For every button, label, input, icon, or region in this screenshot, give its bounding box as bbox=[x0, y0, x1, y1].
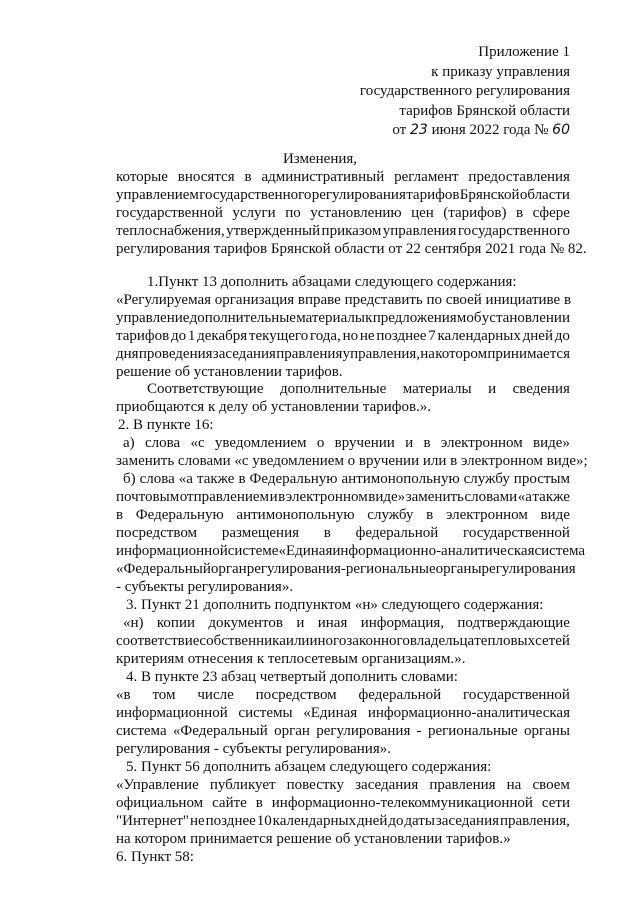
header-line: Приложение 1 bbox=[478, 44, 570, 60]
date-prefix: от bbox=[392, 122, 407, 138]
body-line: соответствие собственника или иного законного владельца тепловых сетей bbox=[116, 633, 570, 649]
header-line: тарифов Брянской области bbox=[399, 103, 570, 119]
date-text: июня 2022 года № bbox=[431, 122, 549, 138]
body-line: - субъекты регулирования». bbox=[116, 579, 294, 595]
handwritten-order-number: 60 bbox=[552, 122, 570, 138]
body-line: б) слова «а также в Федеральную антимонопольную службу простым bbox=[123, 471, 570, 487]
intro-line: управлением государственного регулирования тарифов Брянской области bbox=[116, 187, 570, 203]
body-line: информационной системы «Единая информационно-аналитическая bbox=[116, 705, 570, 721]
body-line: официальном сайте в информационно-телекоммуникационной сети bbox=[116, 795, 570, 811]
body-line: заменить словами «с уведомлением о вручении или в электронном виде»; bbox=[116, 453, 588, 469]
order-date-line bbox=[392, 121, 570, 139]
body-line: «Федеральный орган регулирования - региональные органы регулирования bbox=[116, 561, 576, 577]
body-line: а) слова «с уведомлением о вручении и в электронном виде» bbox=[123, 435, 570, 451]
body-line: дня проведения заседания правления управления, на котором принимается bbox=[116, 346, 570, 362]
body-line: «в том числе посредством федеральной государственной bbox=[116, 687, 570, 703]
body-line: "Интернет" не позднее 10 календарных дней до даты заседания правления, bbox=[116, 813, 570, 829]
intro-line: регулирования тарифов Брянской области от 22 сентября 2021 года № 82. bbox=[116, 241, 587, 257]
intro-line: теплоснабжения, утвержденный приказом управления государственного bbox=[116, 223, 570, 239]
body-line: система «Федеральный орган регулирования - региональные органы bbox=[116, 723, 570, 739]
body-line: почтовым отправлением и в электронном виде» заменить словами «а также bbox=[116, 489, 570, 505]
body-line: приобщаются к делу об установлении тарифов.». bbox=[116, 399, 432, 415]
header-line: к приказу управления bbox=[431, 64, 570, 80]
handwritten-day: 23 bbox=[409, 122, 428, 138]
document-title: Изменения, bbox=[282, 151, 358, 167]
body-line: регулирования - субъекты регулирования». bbox=[116, 741, 391, 757]
body-line: посредством размещения в федеральной государственной bbox=[116, 525, 570, 541]
body-line: 1.Пункт 13 дополнить абзацами следующего содержания: bbox=[147, 274, 517, 290]
body-line: информационной системе «Единая информационно-аналитическая система bbox=[116, 543, 586, 559]
body-line: «Регулируемая организация вправе представить по своей инициативе в bbox=[116, 292, 572, 308]
body-line: 6. Пункт 58: bbox=[116, 849, 194, 865]
body-line: 4. В пункте 23 абзац четвертый дополнить словами: bbox=[126, 669, 458, 685]
body-line: критериям отнесения к теплосетевым организациям.». bbox=[116, 651, 466, 667]
body-line: «н) копии документов и иная информация, подтверждающие bbox=[123, 615, 570, 631]
intro-line: государственной услуги по установлению цен (тарифов) в сфере bbox=[116, 205, 570, 221]
intro-line: которые вносятся в административный регламент предоставления bbox=[116, 169, 570, 185]
body-line: решение об установлении тарифов. bbox=[116, 364, 343, 380]
body-line: Соответствующие дополнительные материалы и сведения bbox=[147, 381, 570, 397]
body-line: на котором принимается решение об установлении тарифов.» bbox=[116, 831, 511, 847]
body-line: в Федеральную антимонопольную службу в электронном виде bbox=[116, 507, 570, 523]
body-line: 2. В пункте 16: bbox=[118, 417, 214, 433]
header-line: государственного регулирования bbox=[359, 83, 570, 99]
body-line: тарифов до 1 декабря текущего года, но не позднее 7 календарных дней до bbox=[116, 328, 570, 344]
body-line: 5. Пункт 56 дополнить абзацем следующего содержания: bbox=[126, 759, 492, 775]
body-line: «Управление публикует повестку заседания правления на своем bbox=[116, 777, 570, 793]
body-line: 3. Пункт 21 дополнить подпунктом «н» следующего содержания: bbox=[126, 597, 544, 613]
body-line: управление дополнительные материалы к предложениям об установлении bbox=[116, 310, 570, 326]
